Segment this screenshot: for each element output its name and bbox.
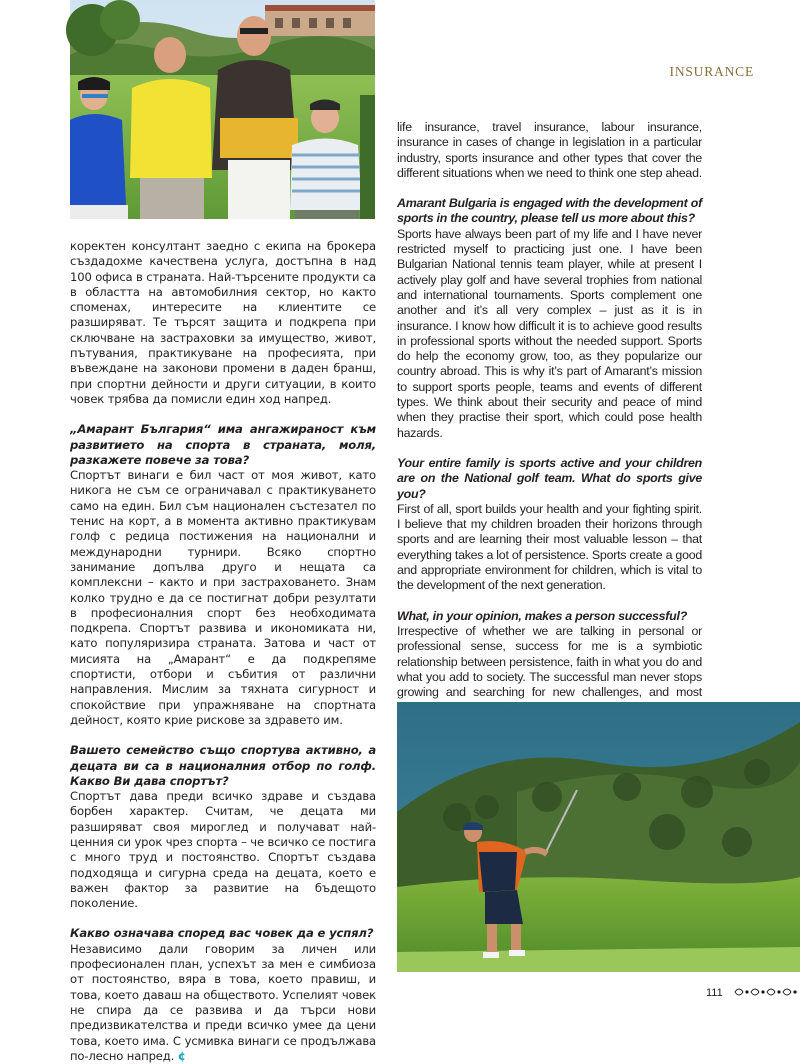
section-label: INSURANCE (669, 64, 754, 79)
interview-answer: Sports have always been part of my life and I have never restricted myself to practicing just one. I have been Bulgarian National tennis team player, while at present I actively play golf and have several trophies from national and international tournaments. Sports complement one another and it’s all very complex – just as it is in insurance. I know how difficult it is to achieve good results in professional sports without the needed support. Sports do help the economy grow, too, as they popularize our country abroad. This is why it’s part of Amarant’s mission to support sports people, teams and events of different types. We think about their security and peace of mind when they practise their sport, which could pose health hazards. (397, 226, 702, 440)
body-paragraph: коректен консултант заедно с екипа на брокера създадохме качествена услуга, достъпна в над 100 офиса в страната. Най-търсените продукти са в областта на автомобилния сектор, но както споменах, интересите на клиентите се разширяват. Те търсят защита и подкрепа при сключване на застраховки за имущество, живот, пътувания, практикуване на професията, при въвеждане на законови промени в даден бранш, при спортни дейности и други ситуации, в които човек трябва да помисли един ход напред. (70, 239, 376, 406)
english-text-column (397, 120, 702, 731)
interview-question: Your entire family is sports active and your children are on the National golf team. What do sports give you? (397, 455, 702, 501)
interview-answer (70, 942, 376, 1064)
interview-question: What, in your opinion, makes a person successful? (397, 608, 688, 623)
interview-question: „Амарант България“ има ангажираност към развитието на спорта в страната, моля, разкажете повече за това? (70, 422, 376, 467)
interview-answer: Спортът дава преди всичко здраве и създава борбен характер. Считам, че децата ми разширяват своя мироглед и получават най-ценния си урок чрез спорта – че всичко се постига с много труд и постоянство. Спортът създава подходяща и сигурна среда на децата, което е важен фактор за развитие на бъдещото поколение. (70, 789, 377, 911)
bulgarian-text-column (70, 239, 376, 1064)
page-number: 111 (706, 987, 723, 999)
interview-question: Amarant Bulgaria is engaged with the development of sports in the country, please tell us more about this? (397, 196, 702, 226)
family-golf-course-photo (70, 0, 375, 219)
interview-answer: Спортът винаги е бил част от моя живот, като никога не съм се ограничавал с практикуването само на един. Бил съм национален състезател по тенис на корт, а в момента активно практикувам голф с редица постижения на национални и международни турнири. Всяко спортно занимание допълва друго и нещата са комплексни – както и при застраховането. Знам колко трудно е да се постигнат добри резултати в професионалния спорт без необходимата подкрепа. Спортът развива и икономиката ни, като популяризира страната. Затова и част от мисията на „Амарант“ е да подкрепяме спортисти, отбори и събития от различни направления. Мислим за тяхната сигурност и спокойствие при упражняване на спортната дейност, която крие рискове за здравето им. (70, 468, 376, 727)
answer-text: Irrespective of whether we are talking in personal or professional sense, success for me is a symbiotic relationship between persistence, faith in what you do and what you add to society. The successful man never stops growing and searching for new challenges, and most (397, 623, 702, 700)
answer-text: Независимо дали говорим за личен или професионален план, успехът за мен е симбиоза от постоянство, вяра в това, което правиш, и това, което даваш на обществото. Успелият човек не спира да се развива и да търси нови предизвикателства и преди всичко умее да цени това, което има. С усмивка винаги се продължава по-лесно напред. (70, 941, 376, 1063)
interview-question: Какво означава според вас човек да е успял? (70, 926, 374, 941)
golfer-swing-photo (397, 702, 800, 972)
interview-answer: First of all, sport builds your health and your fighting spirit. I believe that my children broaden their horizons through sports and are learning their most valuable lesson – that everything takes a lot of persistence. Sports create a good and appropriate environment for children, which is vital to the development of the next generation. (397, 501, 702, 593)
end-mark-icon: ¢ (177, 1048, 186, 1063)
ornament-icon (733, 985, 801, 999)
body-paragraph: life insurance, travel insurance, labour insurance, insurance in cases of change in legislation in a particular industry, sports insurance and other types that cover the different situations when we need to think one step ahead. (397, 120, 702, 180)
interview-question: Вашето семейство също спортува активно, а децата ви са в националния отбор по голф. Какво Ви дава спортът? (70, 743, 376, 788)
